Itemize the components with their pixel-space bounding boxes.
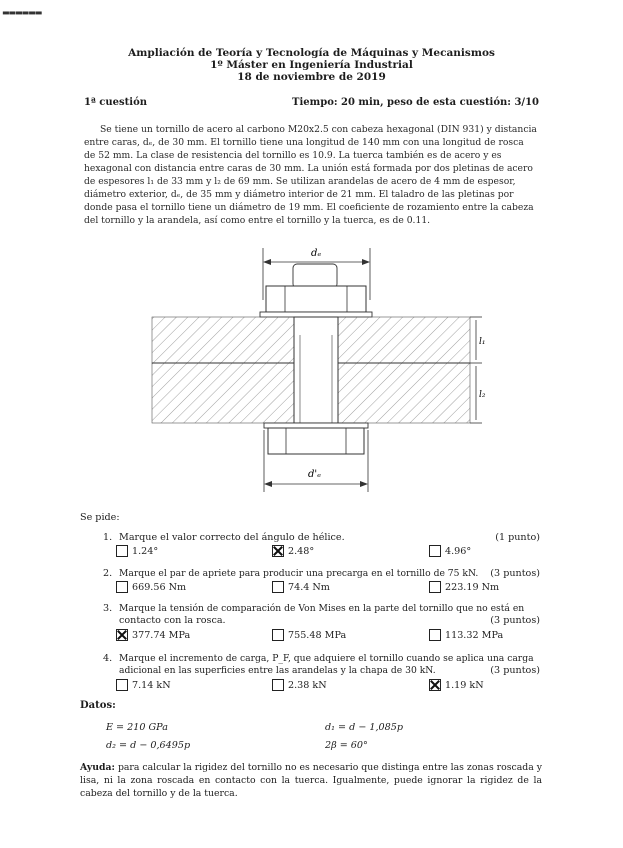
option-label: 1.19 kN — [445, 679, 484, 691]
dim-label-l1: l₁ — [479, 337, 486, 347]
question-1-text: Marque el valor correcto del ángulo de hélice. — [119, 532, 345, 543]
q3-option-b[interactable] — [272, 629, 346, 641]
checkbox-checked[interactable] — [272, 545, 284, 557]
statement-line: de 52 mm. La clase de resistencia del tornillo es 10.9. La tuerca también es de acero y es — [84, 150, 502, 161]
checkbox[interactable] — [429, 581, 441, 593]
statement-line: entre caras, dₑ, de 30 mm. El tornillo tiene una longitud de 140 mm con una longitud de rosca — [84, 137, 524, 148]
program-title: 1º Máster en Ingeniería Industrial — [210, 59, 413, 71]
checkbox-checked[interactable] — [116, 629, 128, 641]
bolt-tip — [293, 264, 337, 288]
plate-1-left — [152, 317, 294, 363]
arrow-left-icon — [263, 259, 271, 265]
question-4-number: 4. — [103, 653, 113, 664]
time-info: Tiempo: 20 min, peso de esta cuestión: 3/10 — [292, 97, 539, 108]
question-label: 1ª cuestión — [84, 97, 148, 108]
page-mark: ▬▬▬▬▬▬ — [2, 8, 42, 17]
checkbox[interactable] — [429, 545, 441, 557]
bolt-head — [266, 286, 366, 312]
question-3-text: Marque la tensión de comparación de Von Mises en la parte del tornillo que no está en — [119, 603, 525, 614]
question-3-text-cont: contacto con la rosca. — [119, 615, 226, 626]
option-label: 377.74 MPa — [132, 629, 191, 641]
checkbox-checked[interactable] — [429, 679, 441, 691]
nut — [268, 428, 364, 454]
statement-line: diámetro exterior, dₑ, de 35 mm y diámetro interior de 21 mm. El taladro de las pletinas por — [84, 189, 514, 200]
dim-label-bottom: d'ₑ — [308, 469, 322, 480]
course-title: Ampliación de Teoría y Tecnología de Máquinas y Mecanismos — [128, 47, 495, 59]
datos-beta: 2β = 60° — [325, 740, 368, 751]
question-3-number: 3. — [103, 603, 113, 614]
option-label: 113.32 MPa — [445, 629, 504, 641]
checkbox[interactable] — [116, 545, 128, 557]
q2-option-b[interactable] — [272, 581, 330, 593]
statement-line: de espesores l₁ de 33 mm y l₂ de 69 mm. Se utilizan arandelas de acero de 4 mm de espesor, — [84, 176, 516, 187]
statement-line: Se tiene un tornillo de acero al carbono M20x2.5 con cabeza hexagonal (DIN 931) y distancia — [100, 124, 537, 135]
question-1-number: 1. — [103, 532, 113, 543]
question-1-points: (1 punto) — [495, 532, 540, 543]
question-4-text: Marque el incremento de carga, P_F, que adquiere el tornillo cuando se aplica una carga — [119, 653, 534, 664]
q1-option-a[interactable] — [116, 545, 158, 557]
washer-top — [260, 312, 372, 317]
question-2-points: (3 puntos) — [490, 568, 540, 579]
ayuda-text-2: y lisa, ni la zona roscada en contacto con la tuerca. Igualmente, puede ignorar la rigidez de la — [80, 762, 542, 786]
ayuda-text-3: cabeza del tornillo y de la tuerca. — [80, 788, 238, 799]
checkbox[interactable] — [272, 581, 284, 593]
ayuda — [80, 761, 542, 800]
ayuda-text-1: para calcular la rigidez del tornillo no es necesario que distinga entre las zonas roscada — [117, 762, 534, 773]
question-2-number: 2. — [103, 568, 113, 579]
statement-line: donde pasa el tornillo tiene un diámetro de 19 mm. El coeficiente de rozamiento entre la cabeza — [84, 202, 534, 213]
q3-option-a[interactable] — [116, 629, 190, 641]
checkbox[interactable] — [272, 679, 284, 691]
question-4-text-cont: adicional en las superficies entre las arandelas y la chapa de 30 kN. — [119, 665, 436, 676]
datos-d2: d₂ = d − 0,6495p — [106, 740, 191, 751]
bolt-shank — [294, 317, 338, 423]
option-label: 7.14 kN — [132, 679, 171, 691]
option-label: 2.38 kN — [288, 679, 327, 691]
checkbox[interactable] — [116, 581, 128, 593]
option-label: 74.4 Nm — [288, 581, 330, 593]
ayuda-label: Ayuda: — [80, 762, 115, 773]
exam-date: 18 de noviembre de 2019 — [237, 71, 386, 83]
option-label: 223.19 Nm — [445, 581, 500, 593]
plate-1-right — [338, 317, 470, 363]
bolted-joint-diagram — [140, 240, 500, 500]
plate-2-right — [338, 363, 470, 423]
question-4-points: (3 puntos) — [490, 665, 540, 676]
q4-option-c[interactable] — [429, 679, 484, 691]
dim-label-top: dₑ — [311, 248, 322, 259]
arrow-right-icon — [360, 481, 368, 487]
washer-bottom — [264, 423, 368, 428]
statement-line: hexagonal con distancia entre caras de 30 mm. La unión está formada por dos pletinas de acero — [84, 163, 533, 174]
checkbox[interactable] — [116, 679, 128, 691]
datos-d1: d₁ = d − 1,085p — [325, 722, 404, 733]
question-3-points: (3 puntos) — [490, 615, 540, 626]
q2-option-c[interactable] — [429, 581, 499, 593]
q1-option-c[interactable] — [429, 545, 471, 557]
arrow-left-icon — [264, 481, 272, 487]
statement-line: del tornillo y la arandela, así como entre el tornillo y la tuerca, es de 0.11. — [84, 215, 431, 226]
datos-e: E = 210 GPa — [106, 722, 168, 733]
q4-option-b[interactable] — [272, 679, 327, 691]
q4-option-a[interactable] — [116, 679, 171, 691]
checkbox[interactable] — [272, 629, 284, 641]
plate-2-left — [152, 363, 294, 423]
checkbox[interactable] — [429, 629, 441, 641]
option-label: 669.56 Nm — [132, 581, 187, 593]
option-label: 2.48° — [288, 545, 315, 557]
dim-label-l2: l₂ — [479, 390, 486, 400]
q3-option-c[interactable] — [429, 629, 503, 641]
statement — [84, 123, 539, 227]
option-label: 755.48 MPa — [288, 629, 347, 641]
se-pide-heading: Se pide: — [80, 512, 120, 523]
datos-heading: Datos: — [80, 700, 116, 711]
option-label: 4.96° — [445, 545, 472, 557]
arrow-right-icon — [362, 259, 370, 265]
q2-option-a[interactable] — [116, 581, 186, 593]
option-label: 1.24° — [132, 545, 159, 557]
question-2-text: Marque el par de apriete para producir una precarga en el tornillo de 75 kN. — [119, 568, 479, 579]
q1-option-b[interactable] — [272, 545, 314, 557]
